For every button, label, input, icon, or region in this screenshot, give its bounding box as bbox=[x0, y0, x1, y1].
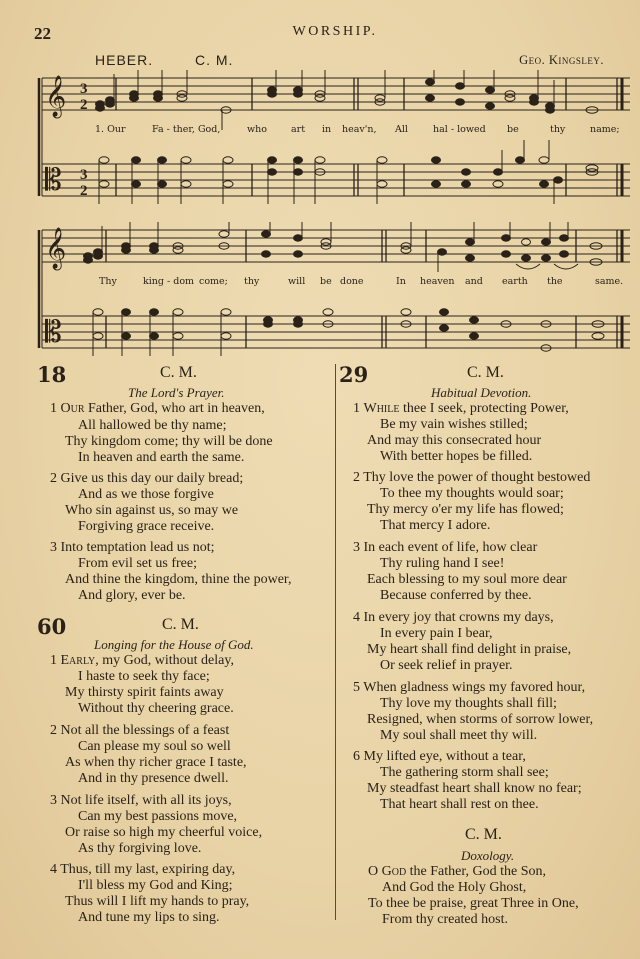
stanza-line: Thy ruling hand I see! bbox=[380, 556, 505, 571]
stanza-line: Forgiving grace receive. bbox=[78, 519, 215, 534]
stanza-line: To thee be praise, great Three in One, bbox=[368, 896, 579, 911]
stanza-line: Who sin against us, so may we bbox=[65, 503, 239, 518]
column-divider bbox=[335, 364, 336, 920]
treble-clef-icon: 𝄞 bbox=[45, 76, 67, 117]
stanza-line: 2 Thy love the power of thought bestowed bbox=[353, 470, 591, 485]
running-head: WORSHIP. bbox=[292, 24, 378, 39]
stanza-line: 1 Our Father, God, who art in heaven, bbox=[50, 401, 265, 416]
composer: Geo. Kingsley. bbox=[519, 53, 604, 67]
lyrics-row-1: 1. Our Fa - ther, God, who art in heav'n, All hal - lowed be thy name; bbox=[95, 124, 620, 135]
stanza-line: Thy kingdom come; thy will be done bbox=[65, 434, 273, 449]
stanza-line: In every pain I bear, bbox=[380, 626, 493, 641]
stanza-line: Thy mercy o'er my life has flowed; bbox=[367, 502, 564, 517]
time-signature bbox=[80, 81, 88, 199]
stanza-line: 5 When gladness wings my favored hour, bbox=[353, 680, 586, 695]
stanza-line: 3 In each event of life, how clear bbox=[353, 540, 538, 555]
hymn-meter: C. M. bbox=[162, 616, 199, 633]
hymn-subtitle: Habitual Devotion. bbox=[431, 385, 532, 400]
stanza-line: 1 While thee I seek, protecting Power, bbox=[353, 401, 569, 416]
bass-clef-icon: 𝄡 bbox=[45, 315, 62, 350]
stanza-line: And as we those forgive bbox=[78, 487, 214, 502]
stanza-line: Or seek relief in prayer. bbox=[380, 658, 513, 673]
stanza-line: And glory, ever be. bbox=[78, 588, 186, 603]
stanza-line: From evil set us free; bbox=[78, 556, 197, 571]
stanza-line: As thy forgiving love. bbox=[78, 841, 202, 856]
hymn-subtitle: Longing for the House of God. bbox=[94, 637, 254, 652]
svg-text:2: 2 bbox=[80, 183, 88, 199]
bass-clef-icon: 𝄡 bbox=[45, 163, 62, 198]
stanza-line: 6 My lifted eye, without a tear, bbox=[353, 749, 526, 764]
stanza-line: And in thy presence dwell. bbox=[78, 771, 229, 786]
page-number: 22 bbox=[34, 24, 51, 43]
stanza-line: My steadfast heart shall know no fear; bbox=[367, 781, 582, 796]
hymn-number-18: 18 bbox=[37, 362, 67, 387]
stanza-line: And God the Holy Ghost, bbox=[382, 880, 527, 895]
stanza-line: As when thy richer grace I taste, bbox=[65, 755, 247, 770]
stanza-line: Can my best passions move, bbox=[78, 809, 238, 824]
tune-name: HEBER. bbox=[95, 52, 154, 68]
stanza-line: 4 Thus, till my last, expiring day, bbox=[50, 862, 236, 877]
stanza-line: 4 In every joy that crowns my days, bbox=[353, 610, 554, 625]
stanza-line: And thine the kingdom, thine the power, bbox=[65, 572, 292, 587]
hymn-meter: C. M. bbox=[467, 364, 504, 381]
stanza-line: I haste to seek thy face; bbox=[78, 669, 210, 684]
stanza-line: That mercy I adore. bbox=[380, 518, 491, 533]
stanza-line: My heart shall find delight in praise, bbox=[367, 642, 572, 657]
stanza-line: Be my vain wishes stilled; bbox=[380, 417, 528, 432]
hymn-number-29: 29 bbox=[339, 362, 369, 387]
treble-clef-icon: 𝄞 bbox=[45, 228, 67, 269]
lyrics-row-2: Thy king - dom come; thy will be done In heaven and earth the same. bbox=[99, 276, 624, 287]
stanza-line: The gathering storm shall see; bbox=[380, 765, 549, 780]
stanza-line: And tune my lips to sing. bbox=[78, 910, 220, 925]
svg-text:3: 3 bbox=[80, 81, 88, 97]
stanza-line: Each blessing to my soul more dear bbox=[367, 572, 567, 587]
stanza-line: Without thy cheering grace. bbox=[78, 701, 234, 716]
stanza-line: My thirsty spirit faints away bbox=[65, 685, 224, 700]
stanza-line: With better hopes be filled. bbox=[380, 449, 533, 464]
stanza-line: My soul shall meet thy will. bbox=[380, 728, 538, 743]
stanza-line: Can please my soul so well bbox=[78, 739, 231, 754]
tune-meter: C. M. bbox=[195, 52, 234, 68]
stanza-line: All hallowed be thy name; bbox=[78, 418, 227, 433]
stanza-line: Thy love my thoughts shall fill; bbox=[380, 696, 557, 711]
stanza-line: 3 Into temptation lead us not; bbox=[50, 540, 215, 555]
hymn-meter: C. M. bbox=[160, 364, 197, 381]
stanza-line: Resigned, when storms of sorrow lower, bbox=[367, 712, 594, 727]
stanza-line: I'll bless my God and King; bbox=[78, 878, 233, 893]
stanza-line: 2 Give us this day our daily bread; bbox=[50, 471, 244, 486]
svg-text:3: 3 bbox=[80, 167, 88, 183]
doxology-title: Doxology. bbox=[461, 848, 515, 863]
stanza-line: 2 Not all the blessings of a feast bbox=[50, 723, 230, 738]
stanza-line: Because conferred by thee. bbox=[380, 588, 532, 603]
stanza-line: Thus will I lift my hands to pray, bbox=[65, 894, 250, 909]
hymn-subtitle: The Lord's Prayer. bbox=[128, 385, 225, 400]
doxology-meter: C. M. bbox=[465, 826, 502, 843]
stanza-line: O God the Father, God the Son, bbox=[368, 864, 546, 879]
stanza-line: In heaven and earth the same. bbox=[78, 450, 245, 465]
hymn-number-60: 60 bbox=[37, 614, 67, 639]
stanza-line: To thee my thoughts would soar; bbox=[380, 486, 564, 501]
stanza-line: That heart shall rest on thee. bbox=[380, 797, 539, 812]
stanza-line: 1 Early, my God, without delay, bbox=[50, 653, 234, 668]
svg-text:2: 2 bbox=[80, 97, 88, 113]
stanza-line: 3 Not life itself, with all its joys, bbox=[50, 793, 232, 808]
stanza-line: Or raise so high my cheerful voice, bbox=[65, 825, 263, 840]
stanza-line: From thy created host. bbox=[382, 912, 508, 927]
stanza-line: And may this consecrated hour bbox=[367, 433, 542, 448]
